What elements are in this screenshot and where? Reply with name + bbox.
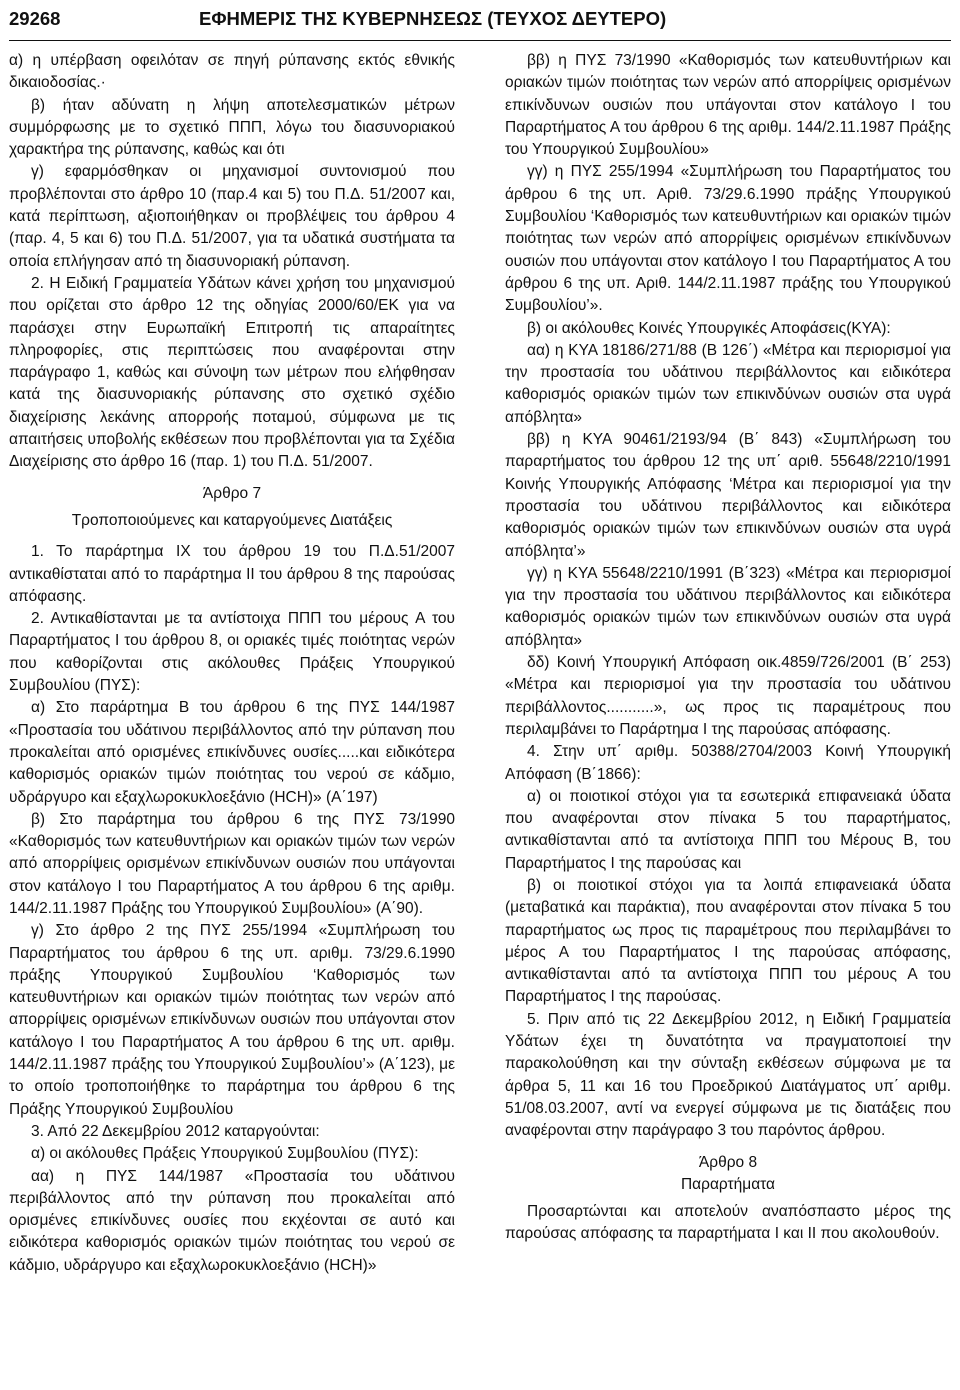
article-subtitle: Τροποποιούμενες και καταργούμενες Διατάξεις xyxy=(71,511,393,529)
article-subtitle: Παραρτήματα xyxy=(680,1175,776,1193)
paragraph: ββ) η ΚΥΑ 90461/2193/94 (Β΄ 843) «Συμπλήρωση του παραρτήματος του άρθρου 12 της υπ΄ αριθ. 55648/2210/1991 Κοινής Υπουργικής Απόφασης ‘Μέτρα και περιορισμοί για την προστασία του υδάτινου περιβάλλοντος και ειδικότερα καθορισμός οριακών τιμών των επικινδύνων ουσιών στα υγρά απόβλητα’» xyxy=(505,431,951,560)
paragraph: γγ) η ΠΥΣ 255/1994 «Συμπλήρωση του Παραρτήματος του άρθρου 6 της υπ. Αριθ. 73/29.6.1990 πράξης Υπουργικού Συμβουλίου ‘Καθορισμός των κατευθυντήριων και οριακών τιμών ποιότητας των νερών από απορρίψεις ορισμένων επικίνδυνων ουσιών που υπάγονται στον κατάλογο I του Παραρτήματος Α του άρθρου 6 της υπ. Αριθ. 144/2.11.1987 πράξης του Υπουργικού Συμβουλίου’». xyxy=(505,163,951,315)
paragraph: ββ) η ΠΥΣ 73/1990 «Καθορισμός των κατευθυντήριων και οριακών τιμών ποιότητας των νερών από απορρίψεις ορισμένων επικίνδυνων ουσιών που υπάγονται στον κατάλογο I του Παραρτήματος Α του άρθρου 6 της αριθμ. 144/2.11.1987 Πράξης του Υπουργικού Συμβουλίου» xyxy=(505,52,951,159)
paragraph: β) ήταν αδύνατη η λήψη αποτελεσματικών μέτρων συμμόρφωσης με το σχετικό ΠΠΠ, λόγω του διασυνοριακού χαρακτήρα της ρύπανσης, καθώς και ότι xyxy=(9,96,455,159)
header-rule xyxy=(9,40,951,41)
page-header xyxy=(9,4,951,34)
paragraph: α) η υπέρβαση οφειλόταν σε πηγή ρύπανσης εκτός εθνικής δικαιοδοσίας.· xyxy=(9,52,455,92)
paragraph: β) Στο παράρτημα του άρθρου 6 της ΠΥΣ 73/1990 «Καθορισμός των κατευθυντήριων και οριακών τιμών των νερών από απορρίψεις ορισμένων επικίνδυνων ουσιών που υπάγονται στον κατάλογο I του Παραρτήματος Α του άρθρου 6 της αριθμ. 144/2.11.1987 Πράξης του Υπουργικού Συμβουλίου» (Α΄90). xyxy=(9,810,455,917)
article-heading: Άρθρο 8 xyxy=(698,1153,758,1171)
paragraph: Προσαρτώνται και αποτελούν αναπόσπαστο μέρος της παρούσας απόφασης τα παραρτήματα I και II που ακολουθούν. xyxy=(505,1203,951,1243)
paragraph: γ) εφαρμόσθηκαν οι μηχανισμοί συντονισμού που προβλέπονται στο άρθρο 10 (παρ.4 και 5) του Π.Δ. 51/2007 και, κατά περίπτωση, αξιοποιήθηκαν οι προβλέψεις του άρθρου 4 (παρ. 4, 5 και 6) του Π.Δ. 51/2007, για τα υδατικά συστήματα τα οποία επλήγησαν από τη διασυνοριακή ρύπανση. xyxy=(9,163,455,270)
paragraph: α) οι ποιοτικοί στόχοι για τα εσωτερικά επιφανειακά ύδατα που αναφέρονται στον πίνακα 5 του παραρτήματος, αντικαθίστανται από τα αντίστοιχα ΠΠΠ του Μέρους Β, του Παραρτήματος I της παρούσας και xyxy=(505,787,951,872)
paragraph: α) οι ακόλουθες Πράξεις Υπουργικού Συμβουλίου (ΠΥΣ): xyxy=(31,1145,419,1163)
paragraph: γγ) η ΚΥΑ 55648/2210/1991 (Β΄323) «Μέτρα και περιορισμοί για την προστασία του υδάτινου περιβάλλοντος και ειδικότερα καθορισμός οριακών τιμών των επικινδύνων ουσιών στα υγρά απόβλητα» xyxy=(505,564,951,649)
paragraph: 4. Στην υπ΄ αριθμ. 50388/2704/2003 Κοινή Υπουργική Απόφαση (Β΄1866): xyxy=(505,743,951,783)
journal-title: ΕΦΗΜΕΡΙΣ ΤΗΣ ΚΥΒΕΡΝΗΣΕΩΣ (ΤΕΥΧΟΣ ΔΕΥΤΕΡΟ) xyxy=(199,8,667,29)
paragraph: 5. Πριν από τις 22 Δεκεμβρίου 2012, η Ειδική Γραμματεία Υδάτων έχει τη δυνατότητα να πραγματοποιεί την παρακολούθηση και την σύνταξη εκθέσεων σύμφωνα με τα άρθρα 5, 11 και 16 του Προεδρικού Διατάγματος υπ΄ αριθμ. 51/08.03.2007, αντί να ενεργεί σύμφωνα με τις διατάξεις που αναφέρονται στην παράγραφο 3 του παρόντος άρθρου. xyxy=(505,1010,951,1140)
article-heading: Άρθρο 7 xyxy=(202,484,262,502)
paragraph: γ) Στο άρθρο 2 της ΠΥΣ 255/1994 «Συμπλήρωση του Παραρτήματος του άρθρου 6 της υπ. αριθμ. 73/29.6.1990 πράξης Υπουργικού Συμβουλίου ‘Καθορισμός των κατευθυντήριων και οριακών τιμών ποιότητας των νερών από απορρίψεις ορισμένων επικίνδυνων ουσιών που υπάγονται στον κατάλογο I του Παραρτήματος Α του άρθρου 6 της υπ. αριθμ. 144/2.11.1987 πράξης του Υπουργικού Συμβουλίου’» (Α΄123), με το οποίο τροποποιήθηκε το παράρτημα του άρθρου 6 της Πράξης Υπουργικού Συμβουλίου xyxy=(9,922,455,1118)
page-number: 29268 xyxy=(9,8,61,29)
paragraph: αα) η ΚΥΑ 18186/271/88 (Β 126΄) «Μέτρα και περιορισμοί για την προστασία του υδάτινου περιβάλλοντος και ειδικότερα καθορισμός οριακών τιμών των επικινδύνων ουσιών στα υγρά απόβλητα» xyxy=(505,341,951,426)
paragraph: 2. Η Ειδική Γραμματεία Υδάτων κάνει χρήση του μηχανισμού που ορίζεται στο άρθρο 12 της οδηγίας 2000/60/ΕΚ για να παράσχει στην Ευρωπαϊκή Επιτροπή τις απαραίτητες πληροφορίες, στις περιπτώσεις που αναφέρονται στην παράγραφο 1, καθώς και σύνοψη των μέτρων που ελήφθησαν κατά της διασυνοριακής ρύπανσης στο σχετικό σχέδιο διαχείρισης λεκάνης απορροής ποταμού, σύμφωνα με τις απαιτήσεις υποβολής εκθέσεων που προβλέπονται για τα Σχέδια Διαχείρισης στο άρθρο 16 (παρ. 1) του Π.Δ. 51/2007. xyxy=(9,274,455,471)
paragraph: 1. Το παράρτημα IX του άρθρου 19 του Π.Δ.51/2007 αντικαθίσταται από το παράρτημα II του άρθρου 8 της παρούσας απόφασης. xyxy=(9,543,455,605)
paragraph: 2. Αντικαθίστανται με τα αντίστοιχα ΠΠΠ του μέρους Α του Παραρτήματος I του άρθρου 8, οι οριακές τιμές ποιότητας νερών που καθορίζονται στις ακόλουθες Πράξεις Υπουργικού Συμβουλίου (ΠΥΣ): xyxy=(9,610,455,695)
paragraph: αα) η ΠΥΣ 144/1987 «Προστασία του υδάτινου περιβάλλοντος από την ρύπανση που προκαλείται από ορισμένες επικίνδυνες ουσίες που εκχέονται σε αυτό και ειδικότερα καθορισμός οριακών τιμών ποιότητας του νερού σε κάδμιο, υδράργυρο και εξαχλωροκυκλοεξάνιο (HCH)» xyxy=(9,1167,455,1274)
paragraph: β) οι ακόλουθες Κοινές Υπουργικές Αποφάσεις(ΚΥΑ): xyxy=(527,319,891,337)
paragraph: δδ) Κοινή Υπουργική Απόφαση οικ.4859/726/2001 (Β΄ 253) «Μέτρα και περιορισμοί για την προστασία του υδάτινου περιβάλλοντος...........», ως προς τις παραμέτρους που περιλαμβάνει το Παράρτημα I της παρούσας απόφασης. xyxy=(505,654,951,738)
paragraph: β) οι ποιοτικοί στόχοι για τα λοιπά επιφανειακά ύδατα (μεταβατικά και παράκτια), που αναφέρονται στον πίνακα 5 του παραρτήματος ως προς τις παραμέτρους που περιλαμβάνει το μέρος Α του Παραρτήματος I της παρούσας απόφασης, αντικαθίστανται από τα αντίστοιχα ΠΠΠ του μέρους Α του Παραρτήματος I της παρούσας. xyxy=(505,876,951,1006)
paragraph: α) Στο παράρτημα Β του άρθρου 6 της ΠΥΣ 144/1987 «Προστασία του υδάτινου περιβάλλοντος από την ρύπανση που προκαλείται από ορισμένες επικίνδυνες ουσίες.....και ειδικότερα καθορισμός οριακών τιμών ποιότητας του νερού σε κάδμιο, υδράργυρο και εξαχλωροκυκλοεξάνιο (HCH)» (Α΄197) xyxy=(9,699,455,806)
paragraph: 3. Από 22 Δεκεμβρίου 2012 καταργούνται: xyxy=(31,1122,320,1140)
right-column xyxy=(505,50,951,1246)
left-column xyxy=(9,50,455,1277)
